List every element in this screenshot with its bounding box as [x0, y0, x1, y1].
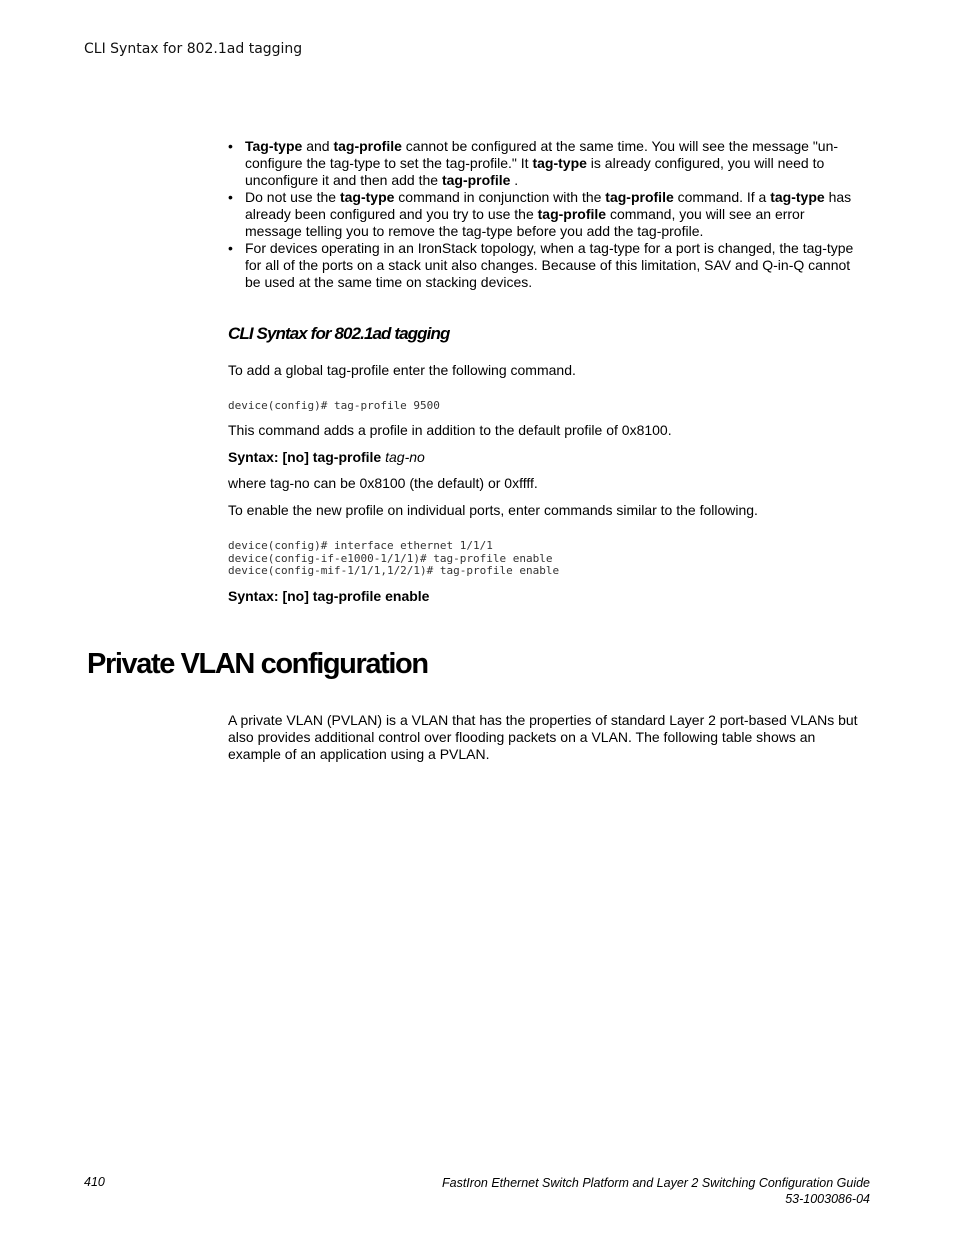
text-run: .	[510, 172, 519, 188]
text-run: cannot be configured at the same time. You will see the message "un-configure the tag-type to set the tag-profile." It	[245, 138, 839, 171]
syntax-keyword: Syntax: [no] tag-profile	[228, 449, 386, 465]
body-text: A private VLAN (PVLAN) is a VLAN that has the properties of standard Layer 2 port-based VLANs but also provides additional control over flooding packets on a VLAN. The following table shows an example of an application using a PVLAN.	[228, 712, 858, 762]
bold-term: tag-type	[770, 189, 825, 205]
bold-term: tag-type	[532, 155, 587, 171]
code-line: device(config)# interface ethernet 1/1/1	[228, 539, 493, 552]
section-heading: CLI Syntax for 802.1ad tagging	[228, 324, 450, 343]
text-run: and	[302, 138, 334, 154]
page-title: Private VLAN configuration	[87, 648, 428, 680]
code-block: device(config)# tag-profile 9500	[228, 399, 440, 412]
syntax-keyword: Syntax: [no] tag-profile enable	[228, 588, 430, 604]
text-run: command. If a	[673, 189, 771, 205]
text-run: command in conjunction with the	[394, 189, 606, 205]
list-item: • Tag-type and tag-profile cannot be configured at the same time. You will see the message "un-configure the tag-type to set the tag-profile." It tag-type is already configured, you will need to unconfigure it and then add the tag-profile .	[228, 138, 839, 188]
code-line: device(config-if-e1000-1/1/1)# tag-profile enable	[228, 551, 553, 565]
syntax-param: tag-no	[385, 449, 425, 465]
list-item: • For devices operating in an IronStack topology, when a tag-type for a port is changed, the tag-type for all of the ports on a stack unit also changes. Because of this limitation, SAV and Q-in-Q cannot be used at the same time on stacking devices.	[228, 240, 854, 290]
text-run: is already configured, you will need to unconfigure it and then add the	[245, 155, 825, 188]
syntax-line	[228, 449, 425, 466]
text-run: command, you will see an error message telling you to remove the tag-type before you add the tag-profile.	[245, 206, 805, 239]
bold-term: tag-profile	[333, 138, 402, 154]
text-run: Do not use the	[245, 189, 340, 205]
syntax-line	[228, 588, 429, 605]
description-text: where tag-no can be 0x8100 (the default) or 0xffff.	[228, 475, 538, 491]
bold-term: tag-profile	[537, 206, 607, 222]
bold-term: tag-profile	[605, 189, 674, 205]
guide-title: FastIron Ethernet Switch Platform and Layer 2 Switching Configuration Guide	[442, 1176, 870, 1190]
footer-title	[442, 1175, 870, 1207]
bold-term: Tag-type	[245, 138, 303, 154]
running-header: CLI Syntax for 802.1ad tagging	[84, 41, 303, 57]
code-block	[228, 540, 559, 578]
doc-number: 53-1003086-04	[785, 1192, 870, 1206]
intro-text: To add a global tag-profile enter the following command.	[228, 362, 576, 378]
bullet-list	[228, 138, 862, 291]
description-text: This command adds a profile in addition to the default profile of 0x8100.	[228, 422, 672, 438]
text-run: For devices operating in an IronStack topology, when a tag-type for a port is changed, the tag-type for all of the ports on a stack unit also changes. Because of this limitation, SAV and Q-in-Q cannot be used at the same time on stacking devices.	[245, 240, 854, 290]
code-line: device(config-mif-1/1/1,1/2/1)# tag-profile enable	[228, 564, 560, 577]
bold-term: tag-type	[339, 189, 395, 205]
text-run: has already been configured and you try to use the	[245, 189, 852, 222]
description-text: To enable the new profile on individual ports, enter commands similar to the following.	[228, 502, 758, 518]
page-number: 410	[84, 1175, 105, 1189]
list-item: • Do not use the tag-type command in conjunction with the tag-profile command. If a tag-type has already been configured and you try to use the tag-profile command, you will see an error message telling you to remove the tag-type before you add the tag-profile.	[228, 189, 852, 239]
bold-term: tag-profile	[441, 172, 511, 188]
